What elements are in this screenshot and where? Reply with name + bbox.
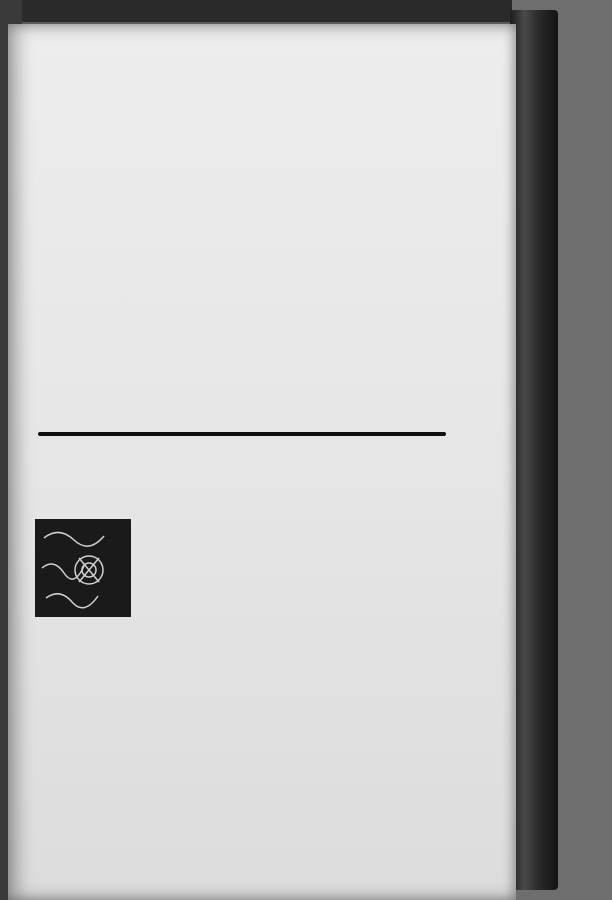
ornamental-header-band bbox=[34, 104, 452, 186]
decorated-drop-cap bbox=[34, 518, 132, 618]
book-edge bbox=[510, 10, 558, 890]
book-page bbox=[8, 24, 516, 900]
horizontal-rule bbox=[38, 432, 446, 436]
